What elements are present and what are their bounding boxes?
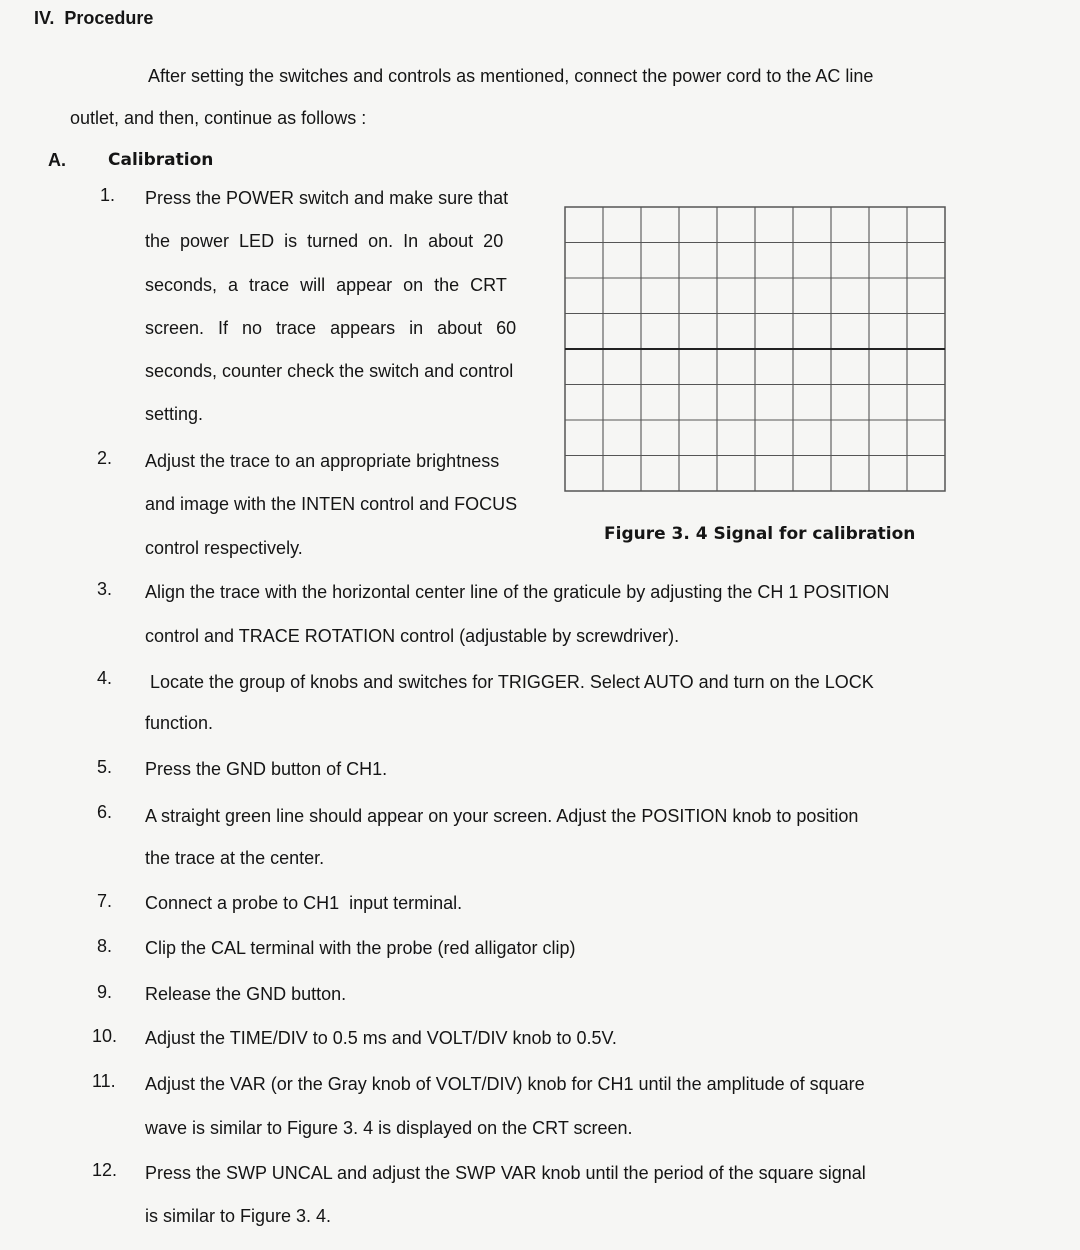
step-text-line: Connect a probe to CH1 input terminal. [145, 893, 463, 913]
step-text-line: Clip the CAL terminal with the probe (red alligator clip) [145, 938, 576, 958]
step-text-line: Adjust the TIME/DIV to 0.5 ms and VOLT/DIV knob to 0.5V. [145, 1028, 617, 1048]
figure-caption: Figure 3. 4 Signal for calibration [604, 524, 916, 544]
step-text-line: control respectively. [145, 538, 303, 558]
step-text-line: the trace at the center. [145, 848, 325, 868]
intro-line-1: After setting the switches and controls as mentioned, connect the power cord to the AC line [148, 66, 874, 86]
step-text-line: Press the GND button of CH1. [145, 759, 388, 779]
step-text-line: Press the SWP UNCAL and adjust the SWP VAR knob until the period of the square signal [145, 1163, 866, 1183]
step-text-line: Press the POWER switch and make sure that [145, 188, 509, 208]
step-text-line: function. [145, 713, 214, 733]
step-number: 6. [97, 802, 113, 822]
subsection-label: A. [48, 150, 66, 170]
step-number: 10. [92, 1026, 118, 1046]
step-text-line: seconds, a trace will appear on the CRT [145, 275, 507, 295]
step-text-line: and image with the INTEN control and FOCUS [145, 494, 518, 514]
step-number: 2. [97, 448, 113, 468]
step-text-line: Adjust the VAR (or the Gray knob of VOLT/DIV) knob for CH1 until the amplitude of square [145, 1074, 865, 1094]
step-number: 12. [92, 1160, 118, 1180]
step-text-line: A straight green line should appear on your screen. Adjust the POSITION knob to position [145, 806, 859, 826]
step-text-line: is similar to Figure 3. 4. [145, 1206, 332, 1226]
step-number: 7. [97, 891, 113, 911]
section-label: IV. [34, 8, 55, 28]
step-text-line: setting. [145, 404, 204, 424]
section-title: Procedure [64, 8, 154, 28]
step-text-line: Locate the group of knobs and switches for TRIGGER. Select AUTO and turn on the LOCK [150, 672, 874, 692]
step-number: 3. [97, 579, 113, 599]
step-number: 11. [92, 1071, 116, 1091]
step-text-line: the power LED is turned on. In about 20 [145, 231, 504, 251]
step-number: 5. [97, 757, 113, 777]
step-number: 8. [97, 936, 113, 956]
step-text-line: Release the GND button. [145, 984, 347, 1004]
step-number: 9. [97, 982, 113, 1002]
step-text-line: control and TRACE ROTATION control (adjustable by screwdriver). [145, 626, 680, 646]
step-text-line: screen. If no trace appears in about 60 [145, 318, 517, 338]
step-text-line: Adjust the trace to an appropriate brightness [145, 451, 500, 471]
subsection-title: Calibration [108, 150, 214, 170]
step-number: 1. [100, 185, 116, 205]
step-text-line: seconds, counter check the switch and control [145, 361, 514, 381]
calibration-graticule-figure [564, 206, 946, 492]
step-number: 4. [97, 668, 113, 688]
step-text-line: wave is similar to Figure 3. 4 is displayed on the CRT screen. [145, 1118, 633, 1138]
step-text-line: Align the trace with the horizontal center line of the graticule by adjusting the CH 1 POSITION [145, 582, 890, 602]
section-heading [34, 8, 153, 29]
intro-line-2: outlet, and then, continue as follows : [70, 108, 367, 128]
